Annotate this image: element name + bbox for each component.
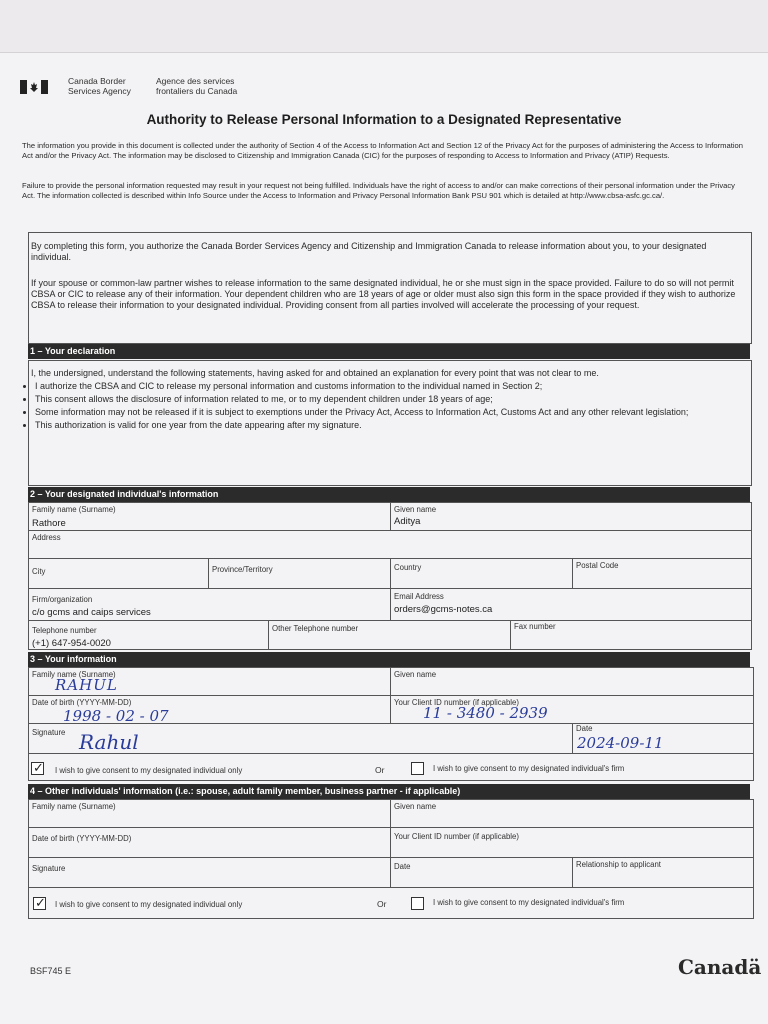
section4-grid: [28, 799, 754, 919]
designated-city-field[interactable]: City: [28, 558, 208, 588]
consent-individual-label: I wish to give consent to my designated individual only: [55, 766, 243, 775]
checkmark-icon: ✓: [35, 895, 46, 910]
applicant-signature-value: Rahul: [79, 730, 139, 754]
designated-email-field[interactable]: Email Address orders@gcms-notes.ca: [390, 588, 752, 620]
declaration-lead: I, the undersigned, understand the following statements, having asked for and obtained an explanation for every point that was not clear to me.: [31, 368, 599, 378]
applicant-signature-field[interactable]: Signature Rahul: [28, 723, 572, 753]
applicant-date-field[interactable]: Date 2024-09-11: [572, 723, 754, 753]
section2-heading: 2 – Your designated individual's information: [28, 487, 750, 502]
other-family-name-field[interactable]: Family name (Surname): [28, 799, 390, 827]
intro-paragraph-1: By completing this form, you authorize the Canada Border Services Agency and Citizenship and Immigration Canada to release information about you, to your designated individual.: [31, 241, 707, 262]
applicant-family-name-value: RAHUL: [55, 676, 118, 694]
designated-postal-code-field[interactable]: Postal Code: [572, 558, 752, 588]
designated-fax-field[interactable]: Fax number: [510, 620, 752, 650]
failure-notice: Failure to provide the personal information requested may result in your request not being fulfilled. Individuals have the right of access to and/or can make corrections of their personal information under the Privacy Act. The information collected is described within Info Source under the Access to Information and Privacy Personal Information Bank PSU 901 which is detailed at http://www.cbsa-asfc.gc.ca/.: [22, 181, 735, 200]
designated-firm-value: c/o gcms and caips services: [32, 607, 151, 618]
section3-heading: 3 – Your information: [28, 652, 750, 667]
designated-country-field[interactable]: Country: [390, 558, 572, 588]
applicant-dob-value: 1998 - 02 - 07: [63, 707, 169, 725]
privacy-notice: The information you provide in this document is collected under the authority of Section 4 of the Access to Information Act and Section 12 of the Privacy Act for the purposes of administering the Access to Information Act and/or the Privacy Act. The information may be disclosed to Citizenship and Immigration Canada (CIC) for the purposes of responding to Access to Information and Privacy (ATIP) Requests.: [22, 141, 743, 160]
designated-email-value: orders@gcms-notes.ca: [394, 604, 493, 615]
canada-flag-icon: [20, 80, 48, 94]
applicant-client-id-value: 11 - 3480 - 2939: [423, 704, 548, 722]
declaration-item: • This consent allows the disclosure of information related to me, or to my dependent children under 18 years of age;: [35, 394, 747, 405]
other-signature-field[interactable]: Signature: [28, 857, 390, 887]
section3-grid: [28, 667, 754, 781]
section4-heading: 4 – Other individuals' information (i.e.: spouse, adult family member, business partner - if applicable): [28, 784, 750, 799]
checkmark-icon: ✓: [33, 760, 44, 775]
other-consent-individual-label: I wish to give consent to my designated individual only: [55, 900, 243, 909]
declaration-item: • This authorization is valid for one year from the date appearing after my signature.: [35, 420, 747, 431]
designated-province-field[interactable]: Province/Territory: [208, 558, 390, 588]
intro-paragraph-2: If your spouse or common-law partner wishes to release information to the same designated individual, he or she must sign in the space provided. Failure to do so will not permit CBSA or CIC to release any of their information. Your dependent children who are 18 years of age or older must also sign this form in the space provided if they wish to authorize CBSA to release their information to your designated individual. Providing consent from all parties involved will accelerate the processing of your request.: [31, 278, 736, 310]
consent-firm-checkbox[interactable]: [411, 762, 424, 775]
other-dob-field[interactable]: Date of birth (YYYY-MM-DD): [28, 827, 390, 857]
other-client-id-field[interactable]: Your Client ID number (if applicable): [390, 827, 754, 857]
form-code: BSF745 E: [30, 966, 72, 976]
designated-phone-value: (+1) 647-954-0020: [32, 638, 111, 649]
other-consent-firm-checkbox[interactable]: [411, 897, 424, 910]
applicant-given-name-field[interactable]: Given name: [390, 667, 754, 695]
authorization-intro-box: [28, 232, 752, 344]
other-consent-row: [28, 887, 754, 919]
designated-family-name-value: Rathore: [32, 518, 66, 529]
applicant-client-id-field[interactable]: Your Client ID number (if applicable) 11 - 3480 - 2939: [390, 695, 754, 723]
applicant-family-name-field[interactable]: Family name (Surname) RAHUL: [28, 667, 390, 695]
designated-address-field[interactable]: Address: [28, 530, 752, 558]
applicant-consent-row: [28, 753, 754, 781]
designated-family-name-field[interactable]: Family name (Surname) Rathore: [28, 502, 390, 530]
applicant-dob-field[interactable]: Date of birth (YYYY-MM-DD) 1998 - 02 - 07: [28, 695, 390, 723]
declaration-item: • Some information may not be released if it is subject to exemptions under the Privacy Act, Access to Information Act, Customs Act and any other relevant legislation;: [35, 407, 747, 418]
applicant-date-value: 2024-09-11: [577, 734, 664, 752]
declaration-box: [28, 360, 752, 486]
other-relationship-field[interactable]: Relationship to applicant: [572, 857, 754, 887]
agency-name-fr: Agence des services frontaliers du Canada: [156, 76, 238, 96]
section1-heading: 1 – Your declaration: [28, 344, 750, 359]
canada-wordmark: Canadä: [678, 955, 762, 979]
or-label: Or: [377, 899, 387, 909]
scan-top-band: [0, 0, 768, 53]
form-title: Authority to Release Personal Information to a Designated Representative: [146, 112, 622, 127]
declaration-list: [19, 379, 747, 433]
designated-firm-field[interactable]: Firm/organization c/o gcms and caips services: [28, 588, 390, 620]
other-consent-individual-checkbox[interactable]: [33, 897, 46, 910]
other-given-name-field[interactable]: Given name: [390, 799, 754, 827]
designated-given-name-value: Aditya: [394, 516, 421, 527]
consent-individual-checkbox[interactable]: [31, 762, 44, 775]
designated-other-phone-field[interactable]: Other Telephone number: [268, 620, 510, 650]
designated-phone-field[interactable]: Telephone number (+1) 647-954-0020: [28, 620, 268, 650]
agency-name-en: Canada Border Services Agency: [68, 76, 131, 96]
other-consent-firm-label: I wish to give consent to my designated individual's firm: [433, 898, 625, 907]
declaration-item: • I authorize the CBSA and CIC to release my personal information and customs information to the individual named in Section 2;: [35, 381, 747, 392]
other-date-field[interactable]: Date: [390, 857, 572, 887]
or-label: Or: [375, 765, 385, 775]
section2-grid: [28, 502, 752, 650]
consent-firm-label: I wish to give consent to my designated individual's firm: [433, 764, 625, 773]
designated-given-name-field[interactable]: Given name Aditya: [390, 502, 752, 530]
